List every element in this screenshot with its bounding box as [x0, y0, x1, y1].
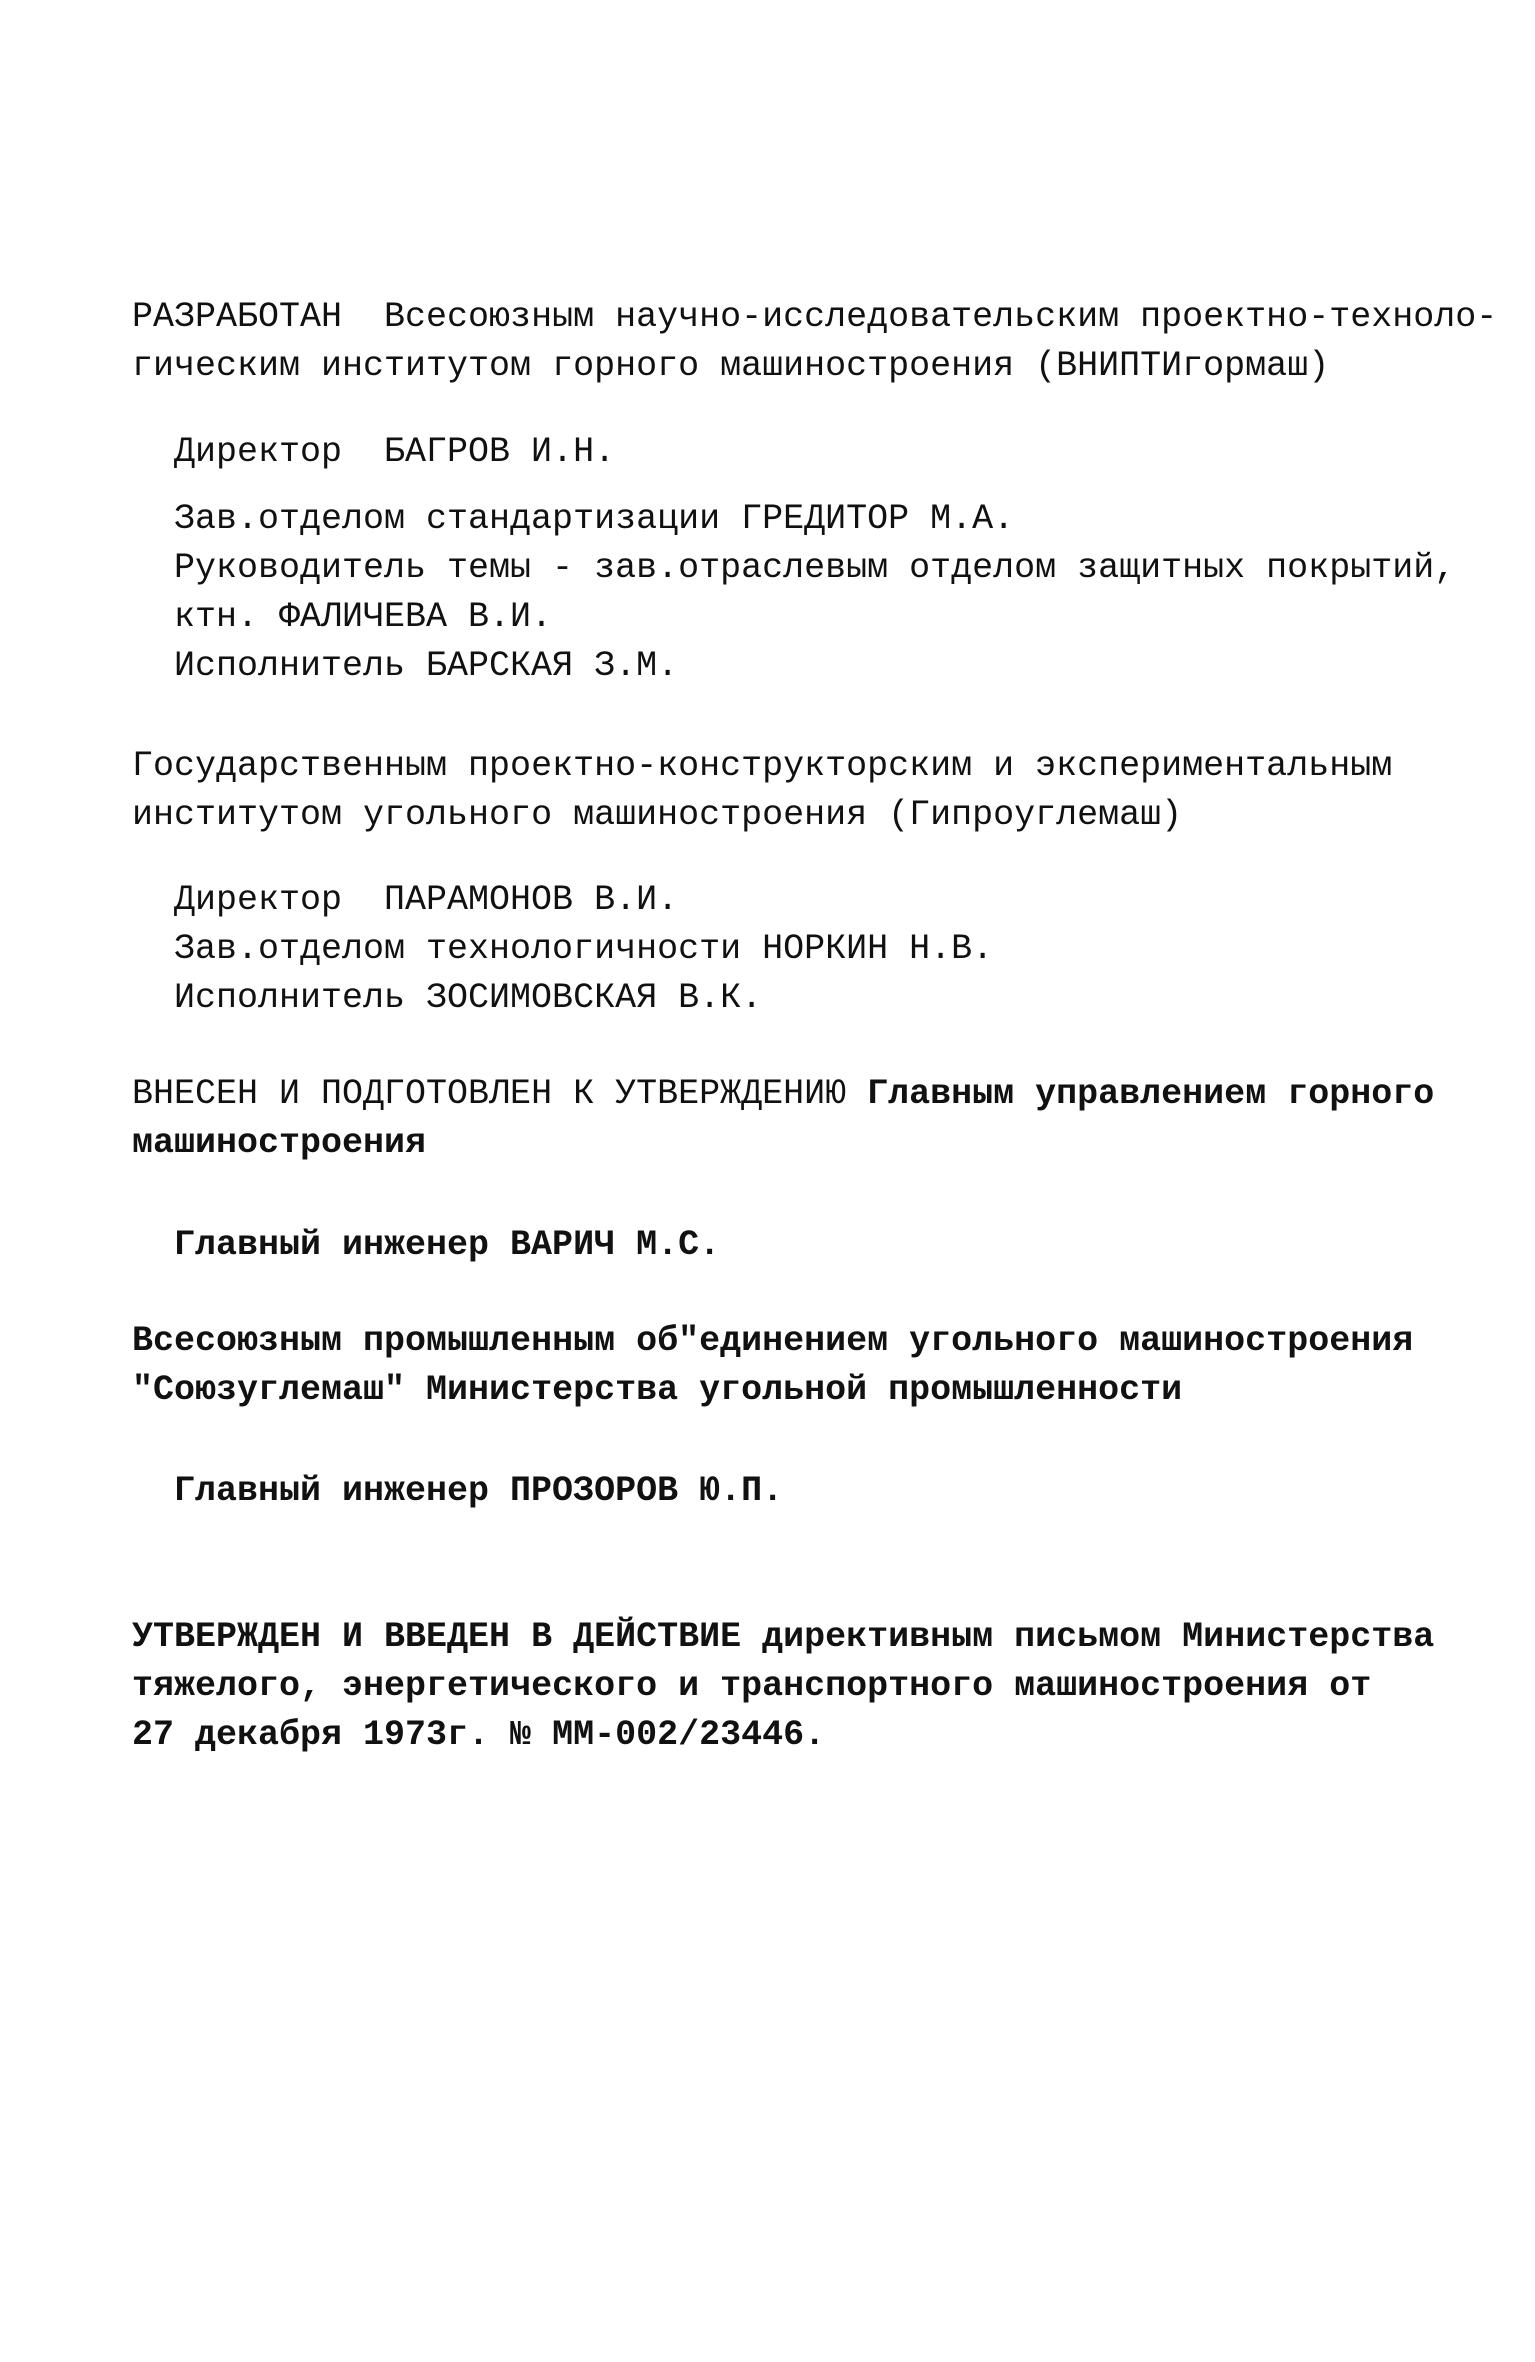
developed-line-1: РАЗРАБОТАН Всесоюзным научно-исследовательским проектно-техноло-	[132, 297, 1498, 337]
submitted-rest: Главным управлением горного	[846, 1074, 1435, 1114]
submitted-second-line-2: "Союзуглемаш" Министерства угольной промышленности	[132, 1370, 1183, 1410]
approved-lead: УТВЕРЖДЕН И ВВЕДЕН В ДЕЙСТВИЕ	[132, 1617, 742, 1657]
developed-topic-lead-2: ктн. ФАЛИЧЕВА В.И.	[174, 597, 553, 637]
submitted-line-2: машиностроения	[132, 1123, 427, 1163]
submitted-line-1	[132, 1074, 1434, 1114]
approved-line-3: 27 декабря 1973г. № ММ-002/23446.	[132, 1715, 826, 1755]
developed-second-director: Директор ПАРАМОНОВ В.И.	[174, 880, 679, 920]
submitted-second-chief-engineer: Главный инженер ПРОЗОРОВ Ю.П.	[174, 1471, 784, 1511]
developed-head-standards: Зав.отделом стандартизации ГРЕДИТОР М.А.	[174, 499, 1015, 539]
submitted-lead: ВНЕСЕН И ПОДГОТОВЛЕН К УТВЕРЖДЕНИЮ	[132, 1074, 847, 1114]
developed-line-2: гическим институтом горного машиностроения (ВНИПТИгормаш)	[132, 346, 1330, 386]
developed-topic-lead-1: Руководитель темы - зав.отраслевым отделом защитных покрытий,	[174, 548, 1456, 588]
approved-rest: директивным письмом Министерства	[741, 1617, 1435, 1657]
submitted-chief-engineer: Главный инженер ВАРИЧ М.С.	[174, 1225, 721, 1265]
submitted-second-line-1: Всесоюзным промышленным об"единением угольного машиностроения	[132, 1321, 1414, 1361]
developed-second-line-2: институтом угольного машиностроения (Гипроуглемаш)	[132, 795, 1183, 835]
developed-executor: Исполнитель БАРСКАЯ З.М.	[174, 646, 679, 686]
approved-line-2: тяжелого, энергетического и транспортного машиностроения от	[132, 1666, 1372, 1706]
approved-line-1	[132, 1617, 1434, 1657]
developed-second-line-1: Государственным проектно-конструкторским и экспериментальным	[132, 746, 1393, 786]
developed-second-executor: Исполнитель ЗОСИМОВСКАЯ В.К.	[174, 978, 763, 1018]
developed-second-head-tech: Зав.отделом технологичности НОРКИН Н.В.	[174, 929, 994, 969]
developed-director: Директор БАГРОВ И.Н.	[174, 432, 616, 472]
